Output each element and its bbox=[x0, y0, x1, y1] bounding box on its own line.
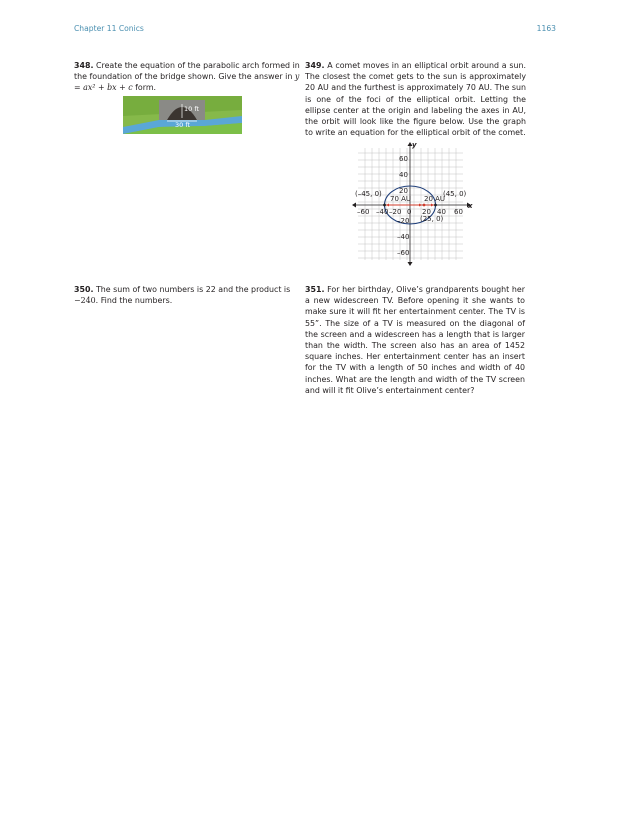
ellipse-graph bbox=[350, 138, 480, 268]
problem-351 bbox=[305, 284, 525, 396]
arrowhead-70au-left bbox=[386, 204, 389, 207]
x-tick: 40 bbox=[437, 208, 446, 216]
x-tick: –60 bbox=[357, 208, 370, 216]
point-label: (45, 0) bbox=[443, 190, 467, 198]
arrowhead-20au bbox=[431, 204, 434, 207]
problem-number: 349. bbox=[305, 61, 325, 70]
point-focus bbox=[423, 204, 426, 207]
problem-text-end: Find the numbers. bbox=[100, 296, 173, 306]
x-tick: 0 bbox=[407, 208, 412, 216]
distance-label: 70 AU bbox=[390, 195, 412, 203]
x-tick: –20 bbox=[389, 208, 402, 216]
y-tick: 60 bbox=[399, 155, 408, 163]
y-tick: 40 bbox=[399, 171, 408, 179]
point-label: (–45, 0) bbox=[355, 190, 382, 198]
point-label: (25, 0) bbox=[420, 215, 444, 223]
problem-text: For her birthday, Olive’s grandparents bought her a new widescreen TV. Before opening it she wants to make sure it will fit her entertainment center. The TV is 55”. The size of a TV is measured on the diagonal of the screen and a widescreen has a length that is larger than the width. The screen also has an area of 1452 square inches. Her entertainment center has an insert for the TV with a length of 50 inches and width of 40 inches. What are the length and width of the TV screen and will it fit Olive’s entertainment center? bbox=[305, 285, 525, 395]
height-label: 10 ft bbox=[184, 105, 200, 113]
y-axis-label: y bbox=[412, 141, 417, 149]
arrowhead-70au-right bbox=[419, 204, 422, 207]
problem-350 bbox=[74, 284, 296, 306]
problem-value: −240. bbox=[74, 296, 99, 306]
x-tick: 20 bbox=[422, 208, 431, 216]
grid-lines bbox=[358, 148, 463, 260]
problem-number: 350. bbox=[74, 285, 94, 294]
chapter-header: Chapter 11 Conics bbox=[74, 24, 144, 33]
problem-text: Create the equation of the parabolic arch formed in the foundation of the bridge shown. Give the answer in bbox=[74, 61, 300, 82]
problem-348 bbox=[74, 60, 306, 94]
problem-349 bbox=[305, 60, 526, 138]
width-label: 30 ft bbox=[175, 121, 191, 129]
y-tick: 20 bbox=[399, 187, 408, 195]
point-right-vertex bbox=[434, 204, 437, 207]
x-axis-label: x bbox=[468, 202, 473, 210]
bridge-figure bbox=[123, 96, 242, 134]
x-tick: 60 bbox=[454, 208, 463, 216]
y-tick: –40 bbox=[397, 233, 410, 241]
distance-label: 20 AU bbox=[424, 195, 446, 203]
problem-text-end: form. bbox=[135, 83, 157, 93]
x-tick: –40 bbox=[376, 208, 389, 216]
x-axis-arrow-left bbox=[352, 203, 356, 208]
problem-number: 348. bbox=[74, 61, 94, 70]
y-tick: –20 bbox=[397, 217, 410, 225]
problem-text: The sum of two numbers is 22 and the product is bbox=[95, 285, 291, 294]
point-left-vertex bbox=[383, 204, 386, 207]
page-number: 1163 bbox=[536, 24, 556, 33]
formula: y = ax² + bx + c bbox=[74, 72, 300, 93]
y-tick: –60 bbox=[397, 249, 410, 257]
y-axis-arrow-down bbox=[408, 262, 413, 266]
problem-number: 351. bbox=[305, 285, 325, 294]
problem-text: A comet moves in an elliptical orbit around a sun. The closest the comet gets to the sun is approximately 20 AU and the furthest is approximately 70 AU. The sun is one of the foci of the elliptical orbit. Letting the ellipse center at the origin and labeling the axes in AU, the orbit will look like the figure below. Use the graph to write an equation for the elliptical orbit of the comet. bbox=[305, 61, 526, 138]
